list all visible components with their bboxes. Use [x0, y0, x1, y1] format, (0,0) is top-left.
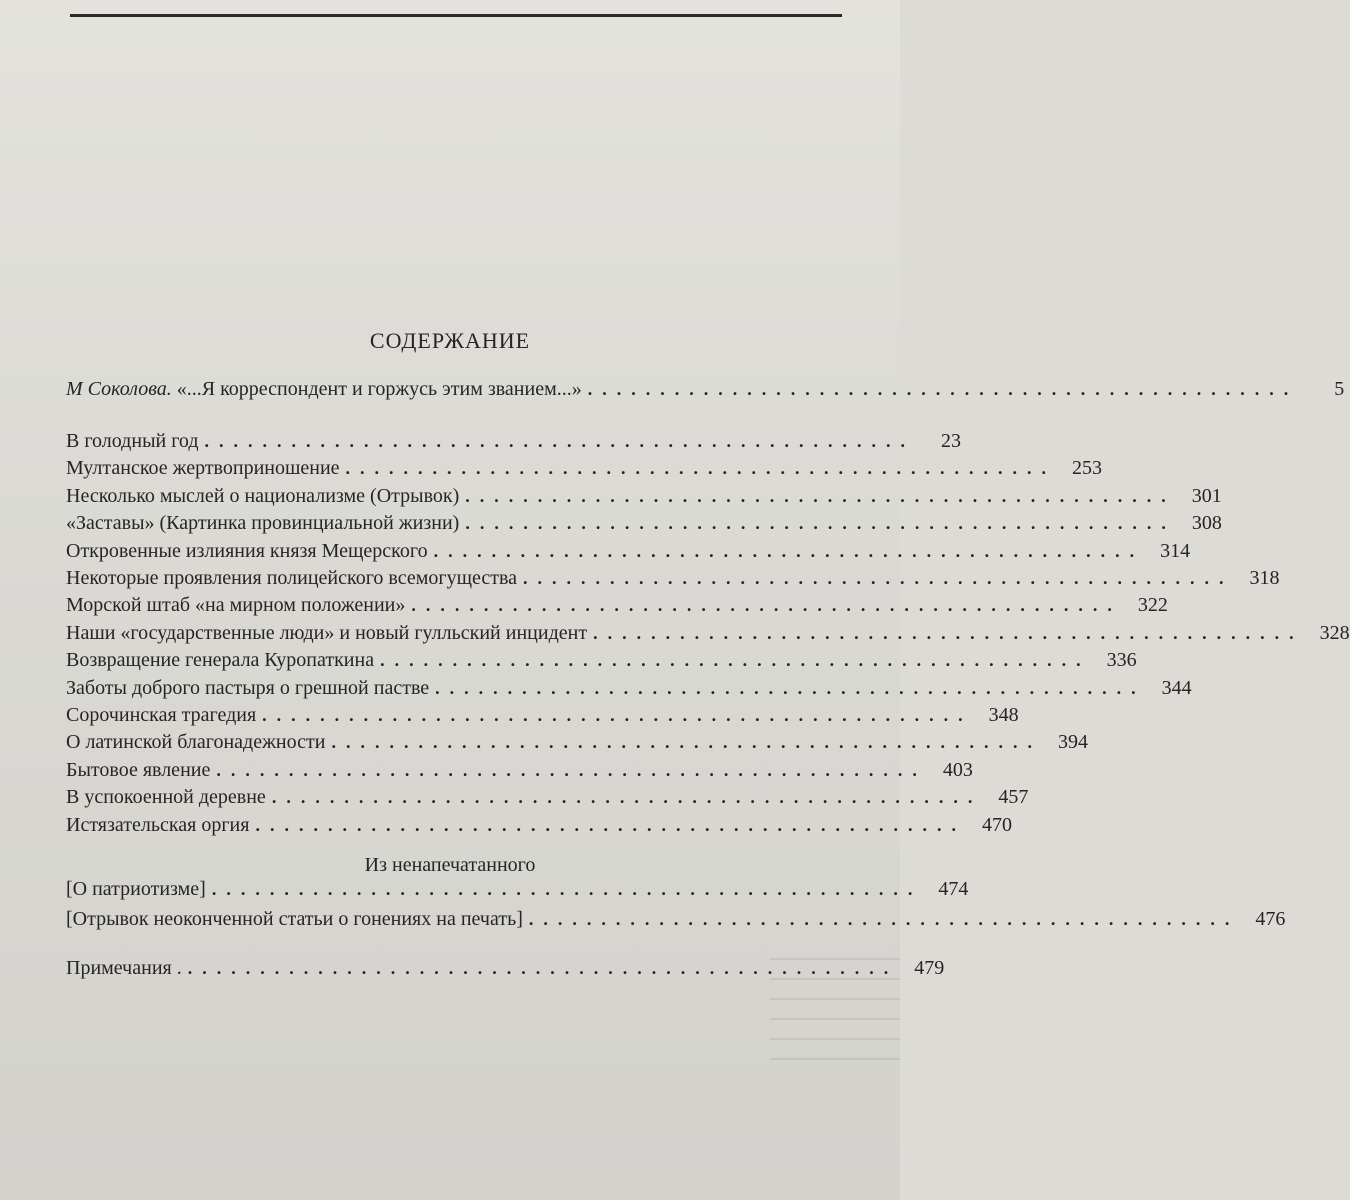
contents-heading: СОДЕРЖАНИЕ	[369, 328, 531, 353]
toc-entry	[66, 755, 973, 783]
toc-entry-title: Мултанское жертвоприношение	[66, 457, 340, 480]
dot-leader: .................................................	[465, 485, 1176, 506]
dot-leader: .................................................	[211, 879, 923, 899]
toc-entry-title: Наши «государственные люди» и новый гулльский инцидент	[66, 621, 588, 644]
toc-entry-title: В голодный год	[66, 430, 199, 452]
toc-entry-title: Сорочинская трагедия	[66, 704, 257, 726]
toc-entry-page: 348	[988, 704, 1019, 726]
dot-leader: .................................................	[587, 379, 1299, 399]
unpublished-heading: Из ненапечатанного	[364, 854, 536, 876]
toc-entry	[66, 536, 1191, 564]
toc-entry-page: 328	[1319, 621, 1350, 644]
toc-entry-page: 394	[1057, 731, 1088, 754]
dot-leader: .................................................	[271, 787, 983, 808]
toc-entry-title: Заботы доброго пастыря о грешной пастве	[66, 676, 430, 699]
intro-row	[66, 374, 1345, 402]
toc-entry	[66, 645, 1137, 673]
dot-leader: .................................................	[433, 540, 1145, 561]
dot-leader: .................................................	[528, 909, 1240, 929]
toc-entry	[66, 481, 1222, 509]
dot-leader: .................................................	[216, 759, 927, 780]
notes-title: Примечания .	[66, 957, 182, 979]
toc-entry	[66, 782, 1029, 810]
toc-entry-title: [О патриотизме]	[66, 878, 206, 900]
top-rule	[70, 14, 842, 17]
toc-entry-title: Бытовое явление	[66, 758, 211, 781]
toc-entry-page: 314	[1160, 539, 1191, 562]
dot-leader: .................................................	[523, 568, 1234, 588]
toc-entry-title: Откровенные излияния князя Мещерского	[66, 539, 428, 562]
toc-entry-title: [Отрывок неоконченной статьи о гонениях на печать]	[66, 908, 523, 930]
toc-entry	[66, 673, 1192, 701]
toc-entry-page: 474	[938, 878, 969, 900]
toc-entry-page: 476	[1255, 908, 1286, 930]
dot-leader: .................................................	[187, 958, 899, 978]
toc-entry	[66, 727, 1088, 755]
toc-entry-page: 470	[981, 813, 1012, 836]
notes-page: 479	[914, 957, 945, 979]
dot-leader: .................................................	[331, 732, 1042, 753]
toc-entry	[66, 426, 962, 454]
dot-leader: .................................................	[411, 595, 1122, 616]
toc-entry-page: 253	[1072, 457, 1103, 480]
toc-entry-title: Истязательская оргия	[66, 813, 250, 836]
notes-row	[66, 953, 945, 981]
toc-entry-title: Несколько мыслей о национализме (Отрывок)	[66, 484, 460, 507]
dot-leader: .................................................	[435, 677, 1146, 698]
toc-entry-title: О латинской благонадежности	[66, 731, 326, 754]
toc-entry	[66, 700, 1019, 728]
toc-entry	[66, 453, 1103, 481]
toc-entry-title: Возвращение генерала Куропаткина	[66, 649, 375, 672]
toc-entry-title: Некоторые проявления полицейского всемогущества	[66, 567, 518, 589]
toc-entry-title: Морской штаб «на мирном положении»	[66, 594, 406, 617]
toc-entry-page: 308	[1191, 512, 1222, 535]
toc-entry-page: 457	[998, 786, 1029, 809]
toc-entry	[66, 508, 1222, 536]
intro-page: 5	[1334, 378, 1345, 400]
dot-leader: .................................................	[345, 458, 1057, 479]
toc-entry	[66, 563, 1280, 591]
toc-entry-page: 344	[1161, 676, 1192, 699]
dot-leader: .................................................	[204, 431, 916, 451]
intro-title: «...Я корреспондент и горжусь этим званием...»	[176, 378, 582, 400]
toc-entry-page: 23	[941, 430, 962, 452]
dot-leader: .................................................	[465, 513, 1176, 534]
toc-entry-title: «Заставы» (Картинка провинциальной жизни)	[66, 512, 460, 535]
toc-entry-page: 322	[1137, 594, 1168, 617]
toc-entry	[66, 904, 1286, 932]
intro-author: М Соколова.	[66, 378, 172, 400]
bleed-through	[770, 940, 900, 1060]
toc-entry-page: 318	[1249, 567, 1280, 589]
toc-entry-page: 301	[1191, 484, 1222, 507]
toc-entry-page: 403	[942, 758, 973, 781]
toc-entry	[66, 618, 1350, 646]
dot-leader: .................................................	[380, 650, 1091, 671]
toc-entry	[66, 874, 969, 902]
toc-entry	[66, 810, 1012, 838]
toc-entry-page: 336	[1106, 649, 1137, 672]
dot-leader: .................................................	[593, 622, 1304, 643]
dot-leader: .................................................	[262, 705, 973, 725]
toc-entry-title: В успокоенной деревне	[66, 786, 266, 809]
dot-leader: .................................................	[255, 814, 966, 835]
toc-entry	[66, 590, 1168, 618]
